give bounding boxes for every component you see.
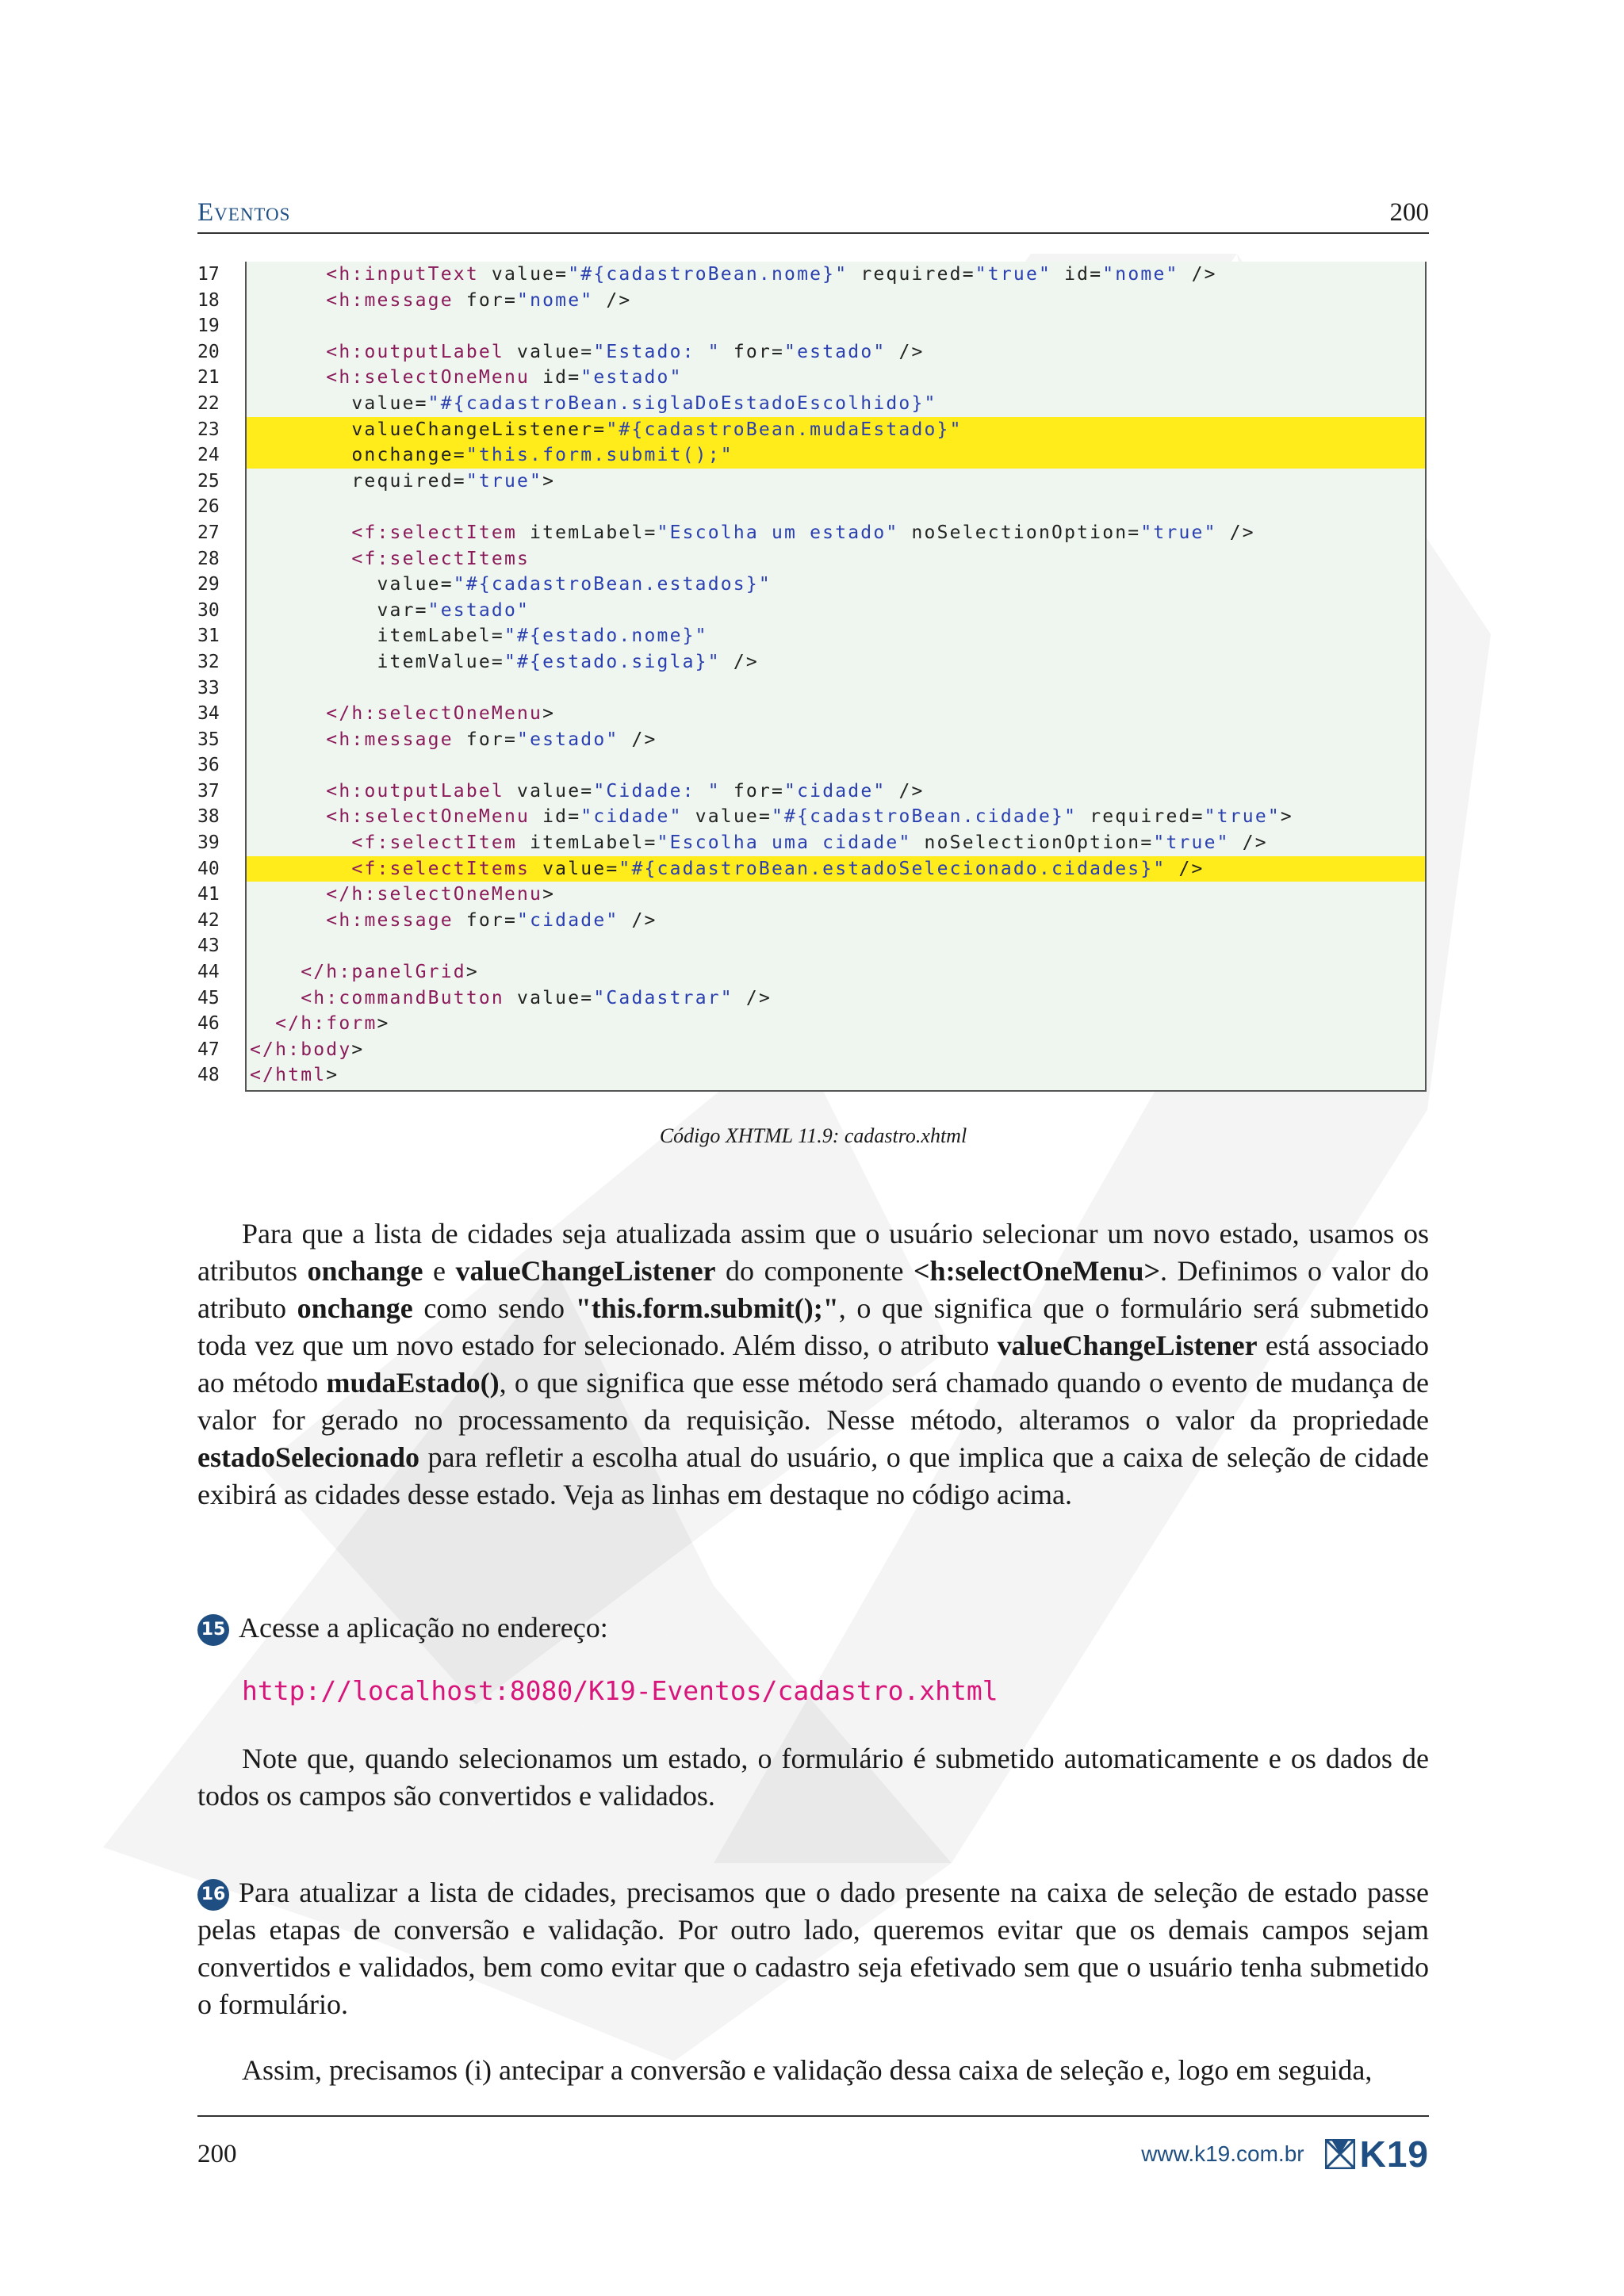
code-line: value="#{cadastroBean.estados}" xyxy=(250,574,772,595)
bold-term: mudaEstado() xyxy=(326,1367,500,1399)
code-line xyxy=(247,313,1425,339)
code-line: </h:selectOneMenu> xyxy=(326,703,556,725)
line-number: 23 xyxy=(197,419,220,440)
bold-term: "this.form.submit();" xyxy=(575,1292,839,1324)
line-number: 20 xyxy=(197,341,220,362)
code-line xyxy=(247,675,1425,702)
text-run: como sendo xyxy=(412,1292,576,1324)
text-run: do componente xyxy=(715,1255,914,1287)
bold-term: valueChangeListener xyxy=(997,1330,1258,1361)
line-number: 28 xyxy=(197,548,220,569)
footer-website: www.k19.com.br xyxy=(1141,2141,1304,2166)
line-number: 39 xyxy=(197,832,220,854)
line-number: 36 xyxy=(197,755,220,776)
code-line-highlighted: onchange="this.form.submit();" xyxy=(247,442,1425,469)
text-run: e xyxy=(423,1255,456,1287)
step-16-text: Para atualizar a lista de cidades, precisamos que o dado presente na caixa de seleção de estado passe pelas etapas de conversão e validação. Por outro lado, queremos evitar que os demais campos sejam convertidos e validados, bem como evitar que o cadastro seja efetivado sem que o usuário tenha submetido o formulário. xyxy=(197,1877,1429,2020)
line-number: 30 xyxy=(197,599,220,621)
explanation-paragraph xyxy=(197,1215,1429,1513)
code-line: <h:inputText value="#{cadastroBean.nome}" required="true" id="nome" /> xyxy=(326,264,1217,285)
line-number: 46 xyxy=(197,1013,220,1035)
k19-logo-text: K19 xyxy=(1359,2133,1429,2175)
bold-term: onchange xyxy=(297,1292,413,1324)
line-number: 48 xyxy=(197,1065,220,1086)
line-number: 33 xyxy=(197,677,220,698)
code-line: <h:commandButton value="Cadastrar" /> xyxy=(301,987,772,1008)
step-number-badge: 15 xyxy=(197,1614,229,1646)
code-caption: Código XHTML 11.9: cadastro.xhtml xyxy=(659,1124,967,1147)
code-line: </h:form> xyxy=(275,1013,390,1035)
bold-term: estadoSelecionado xyxy=(197,1441,420,1473)
bold-term: <h:selectOneMenu> xyxy=(914,1255,1161,1287)
code-line: <f:selectItems xyxy=(351,548,530,569)
code-line: itemLabel="#{estado.nome}" xyxy=(250,626,708,647)
line-number: 31 xyxy=(197,626,220,647)
code-line: <h:message for="cidade" /> xyxy=(326,909,657,931)
section-title: Eventos xyxy=(197,198,291,227)
code-box xyxy=(245,262,1427,1092)
line-number: 24 xyxy=(197,445,220,466)
line-number: 35 xyxy=(197,729,220,750)
code-line xyxy=(247,752,1425,779)
line-number: 25 xyxy=(197,470,220,492)
line-number: 45 xyxy=(197,987,220,1008)
code-line: var="estado" xyxy=(250,599,530,621)
code-line: </h:panelGrid> xyxy=(301,962,479,983)
step-15-text: Acesse a aplicação no endereço: xyxy=(239,1612,608,1644)
line-number: 18 xyxy=(197,289,220,311)
continuation-paragraph: Assim, precisamos (i) antecipar a conversão e validação dessa caixa de seleção e, logo em seguida, xyxy=(242,2054,1373,2086)
code-line xyxy=(247,933,1425,959)
line-number: 26 xyxy=(197,496,220,518)
bold-term: onchange xyxy=(307,1255,423,1287)
running-header xyxy=(197,198,1429,234)
line-number: 19 xyxy=(197,316,220,337)
bold-term: valueChangeListener xyxy=(455,1255,716,1287)
footer-branding xyxy=(1141,2133,1429,2175)
code-line-highlighted: <f:selectItems value="#{cadastroBean.estadoSelecionado.cidades}" /> xyxy=(247,856,1425,882)
line-number: 44 xyxy=(197,962,220,983)
code-line: <h:outputLabel value="Estado: " for="estado" /> xyxy=(326,341,925,362)
line-number: 40 xyxy=(197,858,220,879)
line-number: 42 xyxy=(197,909,220,931)
line-number: 17 xyxy=(197,264,220,285)
code-line: value="#{cadastroBean.siglaDoEstadoEscolhido}" xyxy=(250,392,937,414)
page-footer xyxy=(197,2115,1429,2175)
code-line: <h:outputLabel value="Cidade: " for="cidade" /> xyxy=(326,780,925,802)
text-run: para refletir a escolha atual do usuário, o que implica que a caixa de seleção de cidade exibirá as cidades desse estado. Veja as linhas em destaque no código acima. xyxy=(197,1441,1429,1510)
code-line: </h:body> xyxy=(250,1039,365,1060)
step-16 xyxy=(197,1874,1429,2023)
text-run: , o que significa que esse método será chamado quando o evento de mudança de valor for gerado no processamento da requisição. Nesse método, alteramos o valor da propriedade xyxy=(197,1367,1429,1436)
code-line: </html> xyxy=(250,1065,339,1086)
code-listing xyxy=(197,262,1429,1094)
code-line: </h:selectOneMenu> xyxy=(326,884,556,905)
step-number-badge: 16 xyxy=(197,1879,229,1911)
code-line-highlighted: valueChangeListener="#{cadastroBean.mudaEstado}" xyxy=(247,417,1425,443)
code-line: <h:selectOneMenu id="estado" xyxy=(326,367,683,388)
code-line: <h:message for="nome" /> xyxy=(326,289,632,311)
text-run: Para que a lista de cidades seja atualizada assim que o usuário selecionar um novo estado, usamos os atributos xyxy=(197,1218,1429,1287)
k19-logo xyxy=(1325,2133,1429,2175)
code-line xyxy=(247,494,1425,520)
line-number: 47 xyxy=(197,1039,220,1060)
header-page-number: 200 xyxy=(1389,198,1429,227)
line-number-gutter xyxy=(197,262,237,1089)
app-url-link[interactable]: http://localhost:8080/K19-Eventos/cadastro.xhtml xyxy=(242,1675,998,1706)
line-number: 22 xyxy=(197,392,220,414)
line-number: 21 xyxy=(197,367,220,388)
code-line: <h:selectOneMenu id="cidade" value="#{cadastroBean.cidade}" required="true"> xyxy=(326,806,1293,828)
code-line: <h:message for="estado" /> xyxy=(326,729,657,750)
text-run: está associado ao método xyxy=(197,1330,1429,1399)
note-paragraph: Note que, quando selecionamos um estado, o formulário é submetido automaticamente e os dados de todos os campos são convertidos e validados. xyxy=(197,1743,1429,1812)
text-run: . Definimos o valor do atributo xyxy=(197,1255,1430,1324)
line-number: 37 xyxy=(197,780,220,802)
code-line: <f:selectItem itemLabel="Escolha uma cidade" noSelectionOption="true" /> xyxy=(351,832,1268,854)
line-number: 41 xyxy=(197,884,220,905)
k19-logo-icon xyxy=(1325,2139,1355,2169)
code-line: required="true"> xyxy=(250,470,556,492)
line-number: 38 xyxy=(197,806,220,828)
text-run: , o que significa que o formulário será submetido toda vez que um novo estado for selecionado. Além disso, o atributo xyxy=(197,1292,1429,1361)
line-number: 34 xyxy=(197,703,220,725)
line-number: 29 xyxy=(197,574,220,595)
code-line: <f:selectItem itemLabel="Escolha um estado" noSelectionOption="true" /> xyxy=(351,522,1255,543)
code-line: itemValue="#{estado.sigla}" /> xyxy=(250,651,759,672)
line-number: 32 xyxy=(197,651,220,672)
step-15 xyxy=(197,1609,1429,1647)
footer-page-number: 200 xyxy=(197,2139,237,2168)
line-number: 27 xyxy=(197,522,220,543)
line-number: 43 xyxy=(197,936,220,957)
